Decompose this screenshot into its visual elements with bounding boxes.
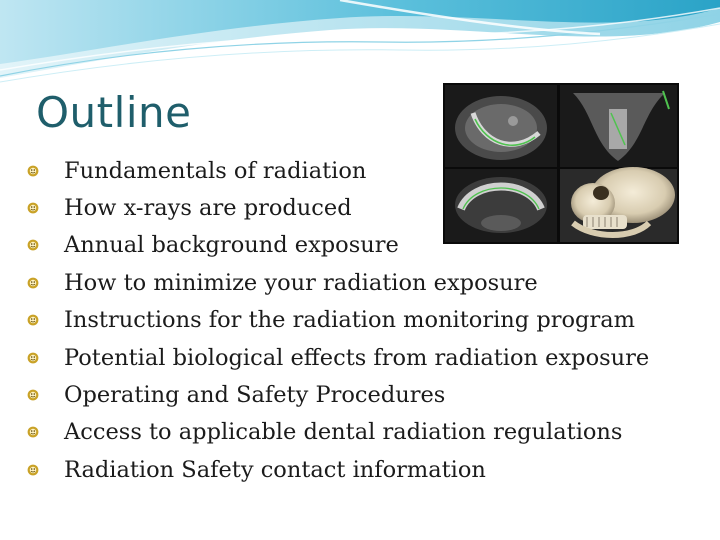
smiley-bullet-icon: [22, 384, 44, 406]
bullet-text: Instructions for the radiation monitoring program: [64, 307, 635, 334]
bullet-item: [22, 302, 649, 339]
jaw-arch-scan-panel: [445, 169, 557, 242]
smiley-bullet-icon: [22, 347, 44, 369]
wave-header-decoration: [0, 0, 720, 90]
coronal-scan-panel: [560, 85, 677, 167]
bullet-text: Annual background exposure: [64, 232, 399, 259]
bullet-text: Operating and Safety Procedures: [64, 382, 446, 409]
smiley-bullet-icon: [22, 459, 44, 481]
cbct-scan-image: [443, 83, 679, 244]
skull-3d-render: [560, 167, 677, 242]
smiley-bullet-icon: [22, 234, 44, 256]
bullet-text: Fundamentals of radiation: [64, 157, 367, 184]
smiley-bullet-icon: [22, 421, 44, 443]
bullet-text: Radiation Safety contact information: [64, 456, 486, 483]
bullet-item: [22, 264, 649, 301]
smiley-bullet-icon: [22, 309, 44, 331]
bullet-text: Access to applicable dental radiation regulations: [64, 419, 623, 446]
smiley-bullet-icon: [22, 197, 44, 219]
slide-title: Outline: [36, 88, 192, 137]
axial-scan-panel: [445, 85, 557, 167]
bullet-item: [22, 376, 649, 413]
bullet-text: How x-rays are produced: [64, 195, 352, 222]
bullet-item: [22, 414, 649, 451]
bullet-item: [22, 451, 649, 488]
smiley-bullet-icon: [22, 160, 44, 182]
bullet-item: [22, 339, 649, 376]
smiley-bullet-icon: [22, 272, 44, 294]
bullet-text: How to minimize your radiation exposure: [64, 269, 538, 296]
bullet-text: Potential biological effects from radiation exposure: [64, 344, 650, 371]
